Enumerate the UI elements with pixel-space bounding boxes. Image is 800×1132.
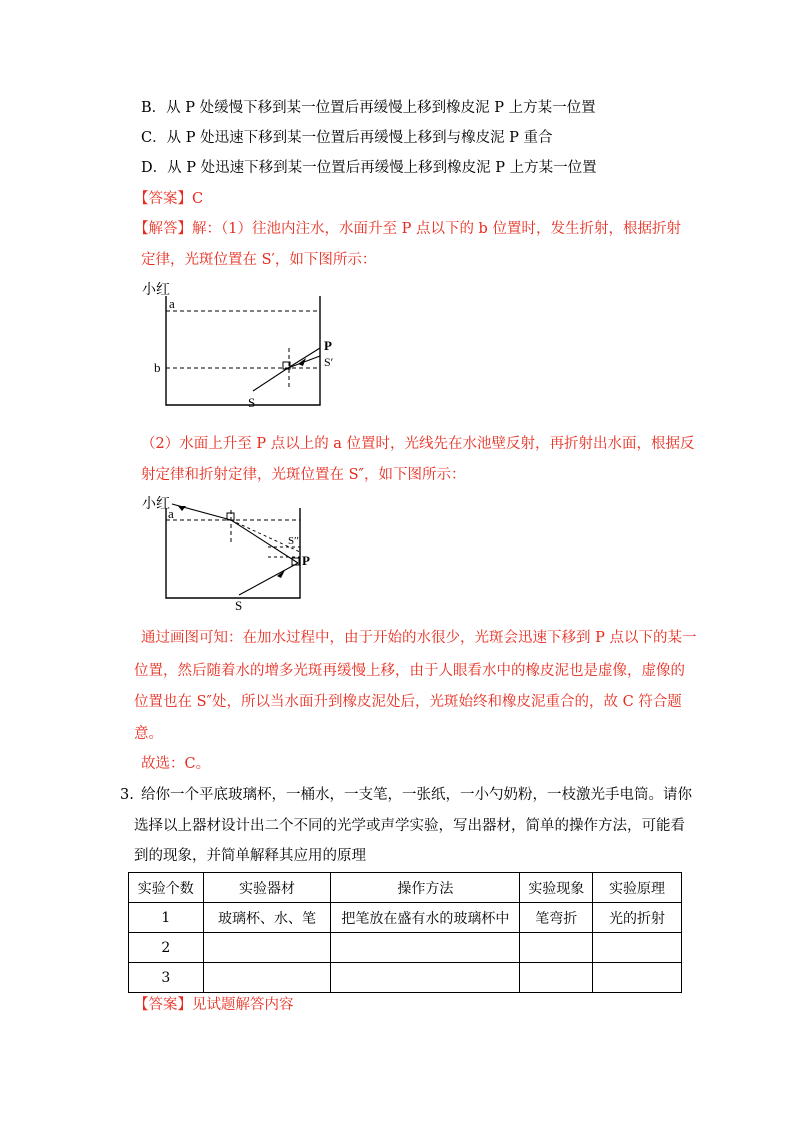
- diagram1-person-label: 小红: [142, 283, 170, 298]
- refraction-diagram-1: [138, 278, 348, 410]
- question-3-number: 3.: [120, 787, 134, 803]
- table-cell: [203, 963, 331, 993]
- diagram1-label-s-prime: S′: [324, 355, 334, 369]
- diagram1-label-b: b: [154, 360, 161, 375]
- table-cell: 玻璃杯、水、笔: [203, 903, 331, 933]
- explanation-line-1: 【解答】解：（1）往池内注水，水面升至 P 点以下的 b 位置时，发生折射，根据折射: [134, 221, 681, 237]
- diagram2-label-s: S: [235, 598, 243, 613]
- diagram2-person-label: 小红: [142, 497, 170, 512]
- question-3-answer: 【答案】见试题解答内容: [134, 997, 294, 1013]
- diagram2-label-p: P: [302, 553, 310, 568]
- question-3-text-2: 选择以上器材设计出二个不同的光学或声学实验，写出器材，简单的操作方法，可能看: [134, 818, 685, 834]
- diagram1-label-s: S: [248, 395, 256, 410]
- conclusion-line-2: 位置，然后随着水的增多光斑再缓慢上移，由于人眼看水中的橡皮泥也是虚像，虚像的: [134, 663, 685, 679]
- table-row: [129, 933, 682, 963]
- diagram2-label-s-double-prime: S′′: [288, 535, 299, 547]
- question-3-text-3: 到的现象，并简单解释其应用的原理: [134, 848, 366, 864]
- explanation-line-3: （2）水面上升至 P 点以上的 a 位置时，光线先在水池壁反射，再折射出水面，根据反: [141, 436, 695, 452]
- table-cell: [331, 933, 520, 963]
- table-row: [129, 903, 682, 933]
- option-d: D．从 P 处迅速下移到某一位置后再缓慢上移到橡皮泥 P 上方某一位置: [141, 160, 597, 176]
- conclusion-line-4: 意。: [134, 726, 163, 742]
- table-cell: 2: [129, 933, 204, 963]
- table-cell: [593, 933, 682, 963]
- reflection-refraction-diagram-2: [138, 492, 318, 614]
- conclusion-line-1: 通过画图可知：在加水过程中，由于开始的水很少，光斑会迅速下移到 P 点以下的某一: [141, 630, 697, 646]
- table-cell: 把笔放在盛有水的玻璃杯中: [331, 903, 520, 933]
- option-c: C．从 P 处迅速下移到某一位置后再缓慢上移到与橡皮泥 P 重合: [141, 130, 553, 146]
- experiment-table: [128, 872, 682, 993]
- option-b: B．从 P 处缓慢下移到某一位置后再缓慢上移到橡皮泥 P 上方某一位置: [141, 100, 596, 116]
- table-header-cell: 实验个数: [129, 873, 204, 903]
- table-header-cell: 实验原理: [593, 873, 682, 903]
- table-header-cell: 操作方法: [331, 873, 520, 903]
- explanation-line-4: 射定律和折射定律，光斑位置在 S″，如下图所示：: [141, 467, 466, 483]
- diagram2-label-a: a: [168, 506, 174, 521]
- table-cell: [593, 963, 682, 993]
- table-cell: [203, 933, 331, 963]
- final-choice: 故选：C。: [141, 756, 211, 772]
- question-3-text-1: 给你一个平底玻璃杯，一桶水，一支笔，一张纸，一小勺奶粉，一枝激光手电筒。请你: [141, 787, 692, 803]
- table-cell: [331, 963, 520, 993]
- table-header-cell: 实验器材: [203, 873, 331, 903]
- table-cell: [520, 933, 593, 963]
- table-row: [129, 963, 682, 993]
- table-cell: 3: [129, 963, 204, 993]
- table-cell: 1: [129, 903, 204, 933]
- table-header-row: [129, 873, 682, 903]
- table-cell: 光的折射: [593, 903, 682, 933]
- table-header-cell: 实验现象: [520, 873, 593, 903]
- table-cell: [520, 963, 593, 993]
- diagram1-label-a: a: [169, 296, 175, 311]
- explanation-line-2: 定律，光斑位置在 S′，如下图所示：: [141, 252, 377, 268]
- answer-label: 【答案】C: [134, 191, 204, 207]
- diagram1-label-p: P: [324, 338, 332, 353]
- conclusion-line-3: 位置也在 S″处，所以当水面升到橡皮泥处后，光斑始终和橡皮泥重合的，故 C 符合题: [134, 694, 682, 710]
- table-cell: 笔弯折: [520, 903, 593, 933]
